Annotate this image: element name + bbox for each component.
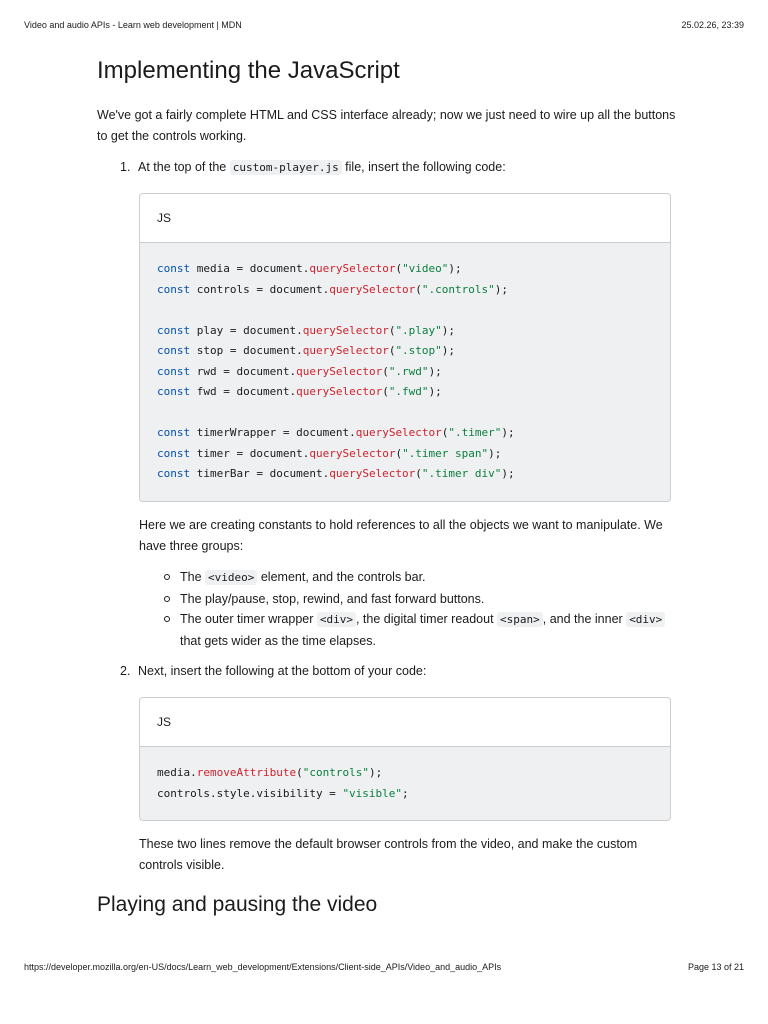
code-text: ( xyxy=(395,262,403,275)
code-text: ); xyxy=(501,467,515,480)
code-content[interactable] xyxy=(140,243,670,501)
bullet-text: , the digital timer readout xyxy=(355,612,498,626)
code-text: ); xyxy=(428,385,442,398)
code-function: querySelector xyxy=(296,364,383,378)
code-keyword: const xyxy=(157,426,191,439)
code-keyword: const xyxy=(157,344,191,357)
code-text: timerWrapper = document. xyxy=(190,426,356,439)
inline-code: <video> xyxy=(205,570,257,585)
groups-bullet-list xyxy=(139,567,679,651)
code-text: timerBar = document. xyxy=(190,467,330,480)
intro-paragraph: We've got a fairly complete HTML and CSS interface already; now we just need to wire up all the buttons to get the controls working. xyxy=(97,108,676,143)
print-header-datetime: 25.02.26, 23:39 xyxy=(681,20,744,30)
bullet-item xyxy=(139,589,679,610)
code-keyword: const xyxy=(157,262,191,275)
bullet-text: , and the inner xyxy=(542,612,627,626)
code-function: querySelector xyxy=(302,344,389,357)
code-text: media = document. xyxy=(190,262,310,275)
code-function: querySelector xyxy=(302,323,389,337)
bullet-item xyxy=(139,567,679,589)
code-string: "visible" xyxy=(342,786,403,800)
code-text: ); xyxy=(488,446,502,460)
print-footer-url: https://developer.mozilla.org/en-US/docs/Learn_web_development/Extensions/Client-side_APIs/Video_and_audio_APIs xyxy=(24,962,502,972)
code-text: play = document. xyxy=(190,323,303,337)
code-text: media. xyxy=(157,766,197,779)
code-string: ".stop" xyxy=(395,344,442,357)
step-1 xyxy=(120,157,506,178)
section-heading: Implementing the JavaScript xyxy=(97,57,400,84)
code-string: ".play" xyxy=(395,323,442,337)
inline-code: <div> xyxy=(626,612,665,627)
code-text: ); xyxy=(368,766,383,779)
code-text: ( xyxy=(415,467,422,480)
step-text-before: At the top of the xyxy=(138,160,230,174)
bullet-text: The xyxy=(180,570,206,584)
code-string: ".timer" xyxy=(448,426,502,439)
code-text: ( xyxy=(415,282,422,296)
code-string: ".controls" xyxy=(421,282,495,296)
code-keyword: const xyxy=(157,364,191,378)
code-function: querySelector xyxy=(329,282,416,296)
step-text-after: file, insert the following code: xyxy=(341,160,506,174)
code-text: ( xyxy=(388,323,396,337)
code-string: ".rwd" xyxy=(388,364,429,378)
code-block-controls xyxy=(139,697,671,821)
code-language-label: JS xyxy=(140,698,670,747)
code-function: removeAttribute xyxy=(196,766,297,779)
inline-code: <span> xyxy=(497,612,543,627)
code-function: querySelector xyxy=(309,446,396,460)
code-content[interactable] xyxy=(140,747,670,820)
code-string: ".fwd" xyxy=(388,385,429,398)
code-keyword: const xyxy=(157,446,191,460)
code-block-constants xyxy=(139,193,671,502)
explanation-paragraph: These two lines remove the default browser controls from the video, and make the custom controls visible. xyxy=(139,837,638,872)
bullet-text: that gets wider as the time elapses. xyxy=(180,633,376,648)
code-text: ; xyxy=(402,786,409,800)
inline-code: <div> xyxy=(317,612,356,627)
code-text: ); xyxy=(494,282,509,296)
step-number: 1. xyxy=(120,160,131,174)
print-footer-page: Page 13 of 21 xyxy=(687,962,744,972)
next-section-heading: Playing and pausing the video xyxy=(97,893,378,916)
code-text: rwd = document. xyxy=(190,364,297,378)
explanation-paragraph: Here we are creating constants to hold references to all the objects we want to manipulate. We have three groups: xyxy=(139,518,663,553)
code-function: querySelector xyxy=(329,467,416,480)
code-text: ( xyxy=(395,446,403,460)
code-text: ); xyxy=(448,262,462,275)
code-function: querySelector xyxy=(355,426,442,439)
code-language-label: JS xyxy=(140,194,670,243)
bullet-text: The play/pause, stop, rewind, and fast forward buttons. xyxy=(180,591,485,606)
code-text: ( xyxy=(296,766,303,779)
bullet-item xyxy=(139,609,679,651)
code-string: "controls" xyxy=(302,766,369,779)
code-keyword: const xyxy=(157,467,191,480)
code-text: ); xyxy=(501,426,515,439)
code-string: "video" xyxy=(402,262,449,275)
code-text: controls.style.visibility = xyxy=(157,786,343,800)
step-2 xyxy=(120,661,426,682)
code-text: ); xyxy=(441,344,456,357)
code-function: querySelector xyxy=(309,262,396,275)
code-text: ( xyxy=(382,364,389,378)
code-text: ); xyxy=(428,364,442,378)
inline-code-filename: custom-player.js xyxy=(230,160,342,175)
code-text: ( xyxy=(382,385,389,398)
code-text: timer = document. xyxy=(190,446,310,460)
code-text: ( xyxy=(388,344,396,357)
code-keyword: const xyxy=(157,282,191,296)
code-keyword: const xyxy=(157,385,191,398)
code-text: stop = document. xyxy=(190,344,303,357)
code-keyword: const xyxy=(157,323,191,337)
code-text: ( xyxy=(441,426,449,439)
code-text: ); xyxy=(441,323,456,337)
code-text: controls = document. xyxy=(190,282,330,296)
step-number: 2. xyxy=(120,664,131,678)
bullet-text: element, and the controls bar. xyxy=(257,570,426,584)
print-header-title: Video and audio APIs - Learn web development | MDN xyxy=(24,20,242,30)
code-string: ".timer span" xyxy=(402,446,489,460)
code-text: fwd = document. xyxy=(190,385,297,398)
code-function: querySelector xyxy=(296,385,383,398)
step-text: Next, insert the following at the bottom of your code: xyxy=(138,664,427,678)
bullet-text: The outer timer wrapper xyxy=(180,612,317,626)
code-string: ".timer div" xyxy=(421,467,502,480)
